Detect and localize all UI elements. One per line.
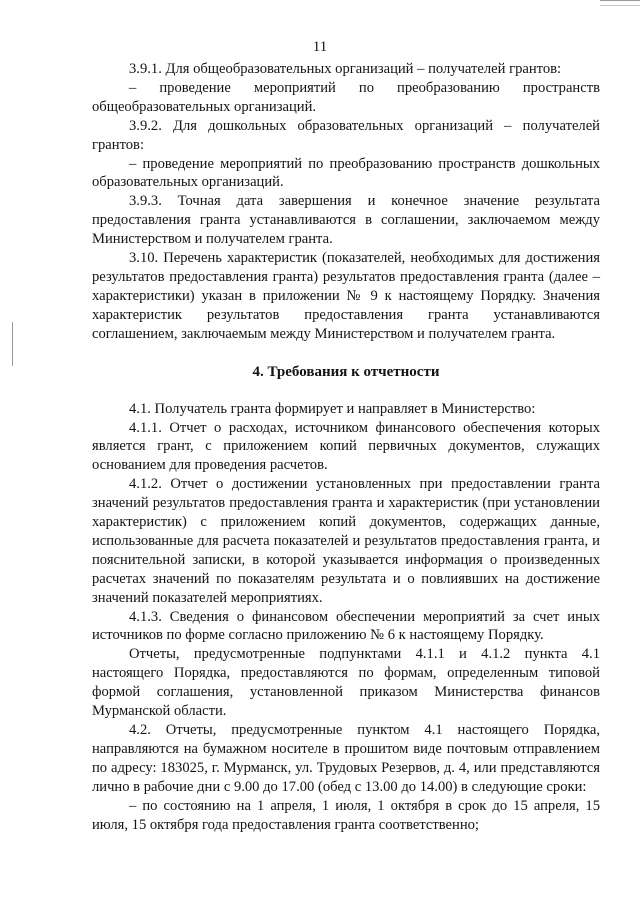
paragraph-3-9-1-item: – проведение мероприятий по преобразованию пространств общеобразовательных организаций.	[92, 79, 600, 115]
document-body	[92, 60, 600, 834]
paragraph-3-9-1: 3.9.1. Для общеобразовательных организаций – получателей грантов:	[129, 61, 562, 77]
page-number: 11	[312, 39, 328, 55]
paragraph-reports-forms: Отчеты, предусмотренные подпунктами 4.1.1 и 4.1.2 пункта 4.1 настоящего Порядка, предоставляются по формам, определенным типовой формой соглашения, установленной приказом Министерства финансов Мурманской области.	[92, 646, 600, 720]
paragraph-4-1-1: 4.1.1. Отчет о расходах, источником финансового обеспечения которых является грант, с приложением копий первичных документов, служащих основанием для проведения расчетов.	[92, 419, 600, 474]
paragraph-4-1-2: 4.1.2. Отчет о достижении установленных при предоставлении гранта значений результатов предоставления гранта и характеристик (при установлении характеристик) с приложением копий документов, содержащих данные, использованные для расчета показателей и результатов предоставления гранта, и пояснительной записки, в которой указывается информация о произведенных расчетах значений по показателям результата и о повлиявших на достижение значений показателей мероприятиях.	[92, 476, 600, 606]
section-heading: 4. Требования к отчетности	[252, 363, 440, 380]
paragraph-3-10: 3.10. Перечень характеристик (показателей, необходимых для достижения результатов предоставления гранта) результатов предоставления гранта (далее – характеристики) указан в приложении № 9 к настоящему Порядку. Значения характеристик результатов предоставления гранта устанавливаются соглашением, заключаемым между Министерством и получателем гранта.	[92, 250, 600, 342]
paragraph-3-9-2: 3.9.2. Для дошкольных образовательных организаций – получателей грантов:	[92, 117, 600, 153]
margin-mark	[12, 322, 13, 366]
paragraph-4-1-3: 4.1.3. Сведения о финансовом обеспечении мероприятий за счет иных источников по форме согласно приложению № 6 к настоящему Порядку.	[92, 608, 600, 644]
paragraph-4-1: 4.1. Получатель гранта формирует и направляет в Министерство:	[129, 400, 536, 417]
paragraph-3-9-3: 3.9.3. Точная дата завершения и конечное значение результата предоставления гранта устанавливаются в соглашении, заключаемом между Министерством и получателем гранта.	[92, 193, 600, 248]
paragraph-4-2-item: – по состоянию на 1 апреля, 1 июля, 1 октября в срок до 15 апреля, 15 июля, 15 октября года предоставления гранта соответственно;	[92, 797, 600, 833]
scan-edge-mark	[600, 0, 640, 6]
paragraph-4-2: 4.2. Отчеты, предусмотренные пунктом 4.1 настоящего Порядка, направляются на бумажном носителе в прошитом виде почтовым отправлением по адресу: 183025, г. Мурманск, ул. Трудовых Резервов, д. 4, или представляются лично в рабочие дни с 9.00 до 17.00 (обед с 13.00 до 14.00) в следующие сроки:	[92, 722, 600, 795]
paragraph-3-9-2-item: – проведение мероприятий по преобразованию пространств дошкольных образовательных организаций.	[92, 155, 600, 191]
